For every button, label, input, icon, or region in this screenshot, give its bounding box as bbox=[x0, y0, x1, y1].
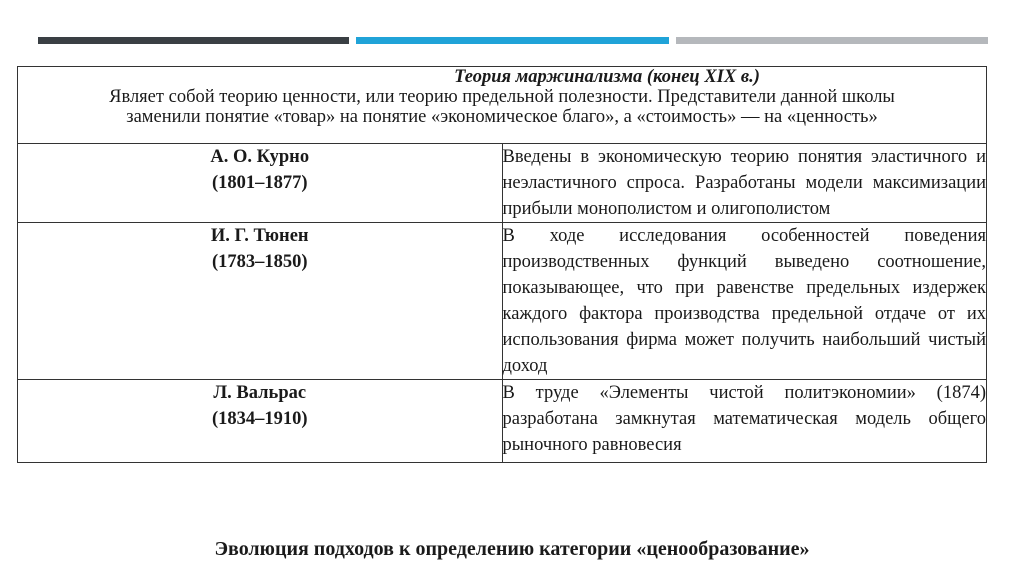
top-bar-dark bbox=[38, 37, 349, 44]
table-header-row bbox=[18, 67, 987, 144]
table-intro-line-1: Являет собой теорию ценности, или теорию предельной полезности. Представители данной школы bbox=[109, 87, 895, 107]
table-title: Теория маржинализма (конец XIX в.) bbox=[454, 67, 760, 87]
economist-cell bbox=[18, 223, 503, 380]
economist-cell bbox=[18, 380, 503, 463]
marginalism-table bbox=[17, 66, 987, 463]
economist-cell bbox=[18, 144, 503, 223]
table-row bbox=[18, 144, 987, 223]
top-bar-gray bbox=[676, 37, 988, 44]
contribution-text: В ходе исследования особенностей поведения производственных функций выведено соотношение, показывающее, что при равенстве предельных издержек каждого фактора производства предельной отдаче от их использования фирма может получить наибольший чистый доход bbox=[502, 223, 987, 380]
top-bar-blue bbox=[356, 37, 669, 44]
economist-name: Л. Вальрас bbox=[213, 383, 307, 403]
table-header-cell bbox=[18, 67, 987, 144]
economist-name: И. Г. Тюнен bbox=[210, 226, 309, 246]
contribution-text: В труде «Элементы чистой политэкономии» (1874) разработана замкнутая математическая модель общего рыночного равновесия bbox=[502, 380, 987, 463]
economist-years: (1834–1910) bbox=[211, 409, 308, 429]
economist-name: А. О. Курно bbox=[210, 147, 310, 167]
contribution-text: Введены в экономическую теорию понятия эластичного и неэластичного спроса. Разработаны модели максимизации прибыли монополистом и олигополистом bbox=[502, 144, 987, 223]
table-intro-line-2: заменили понятие «товар» на понятие «экономическое благо», а «стоимость» — на «ценность» bbox=[126, 107, 878, 127]
slide-caption: Эволюция подходов к определению категории «ценообразование» bbox=[214, 538, 810, 560]
economist-years: (1801–1877) bbox=[211, 173, 308, 193]
economist-years: (1783–1850) bbox=[211, 252, 308, 272]
table-row bbox=[18, 223, 987, 380]
table-row bbox=[18, 380, 987, 463]
